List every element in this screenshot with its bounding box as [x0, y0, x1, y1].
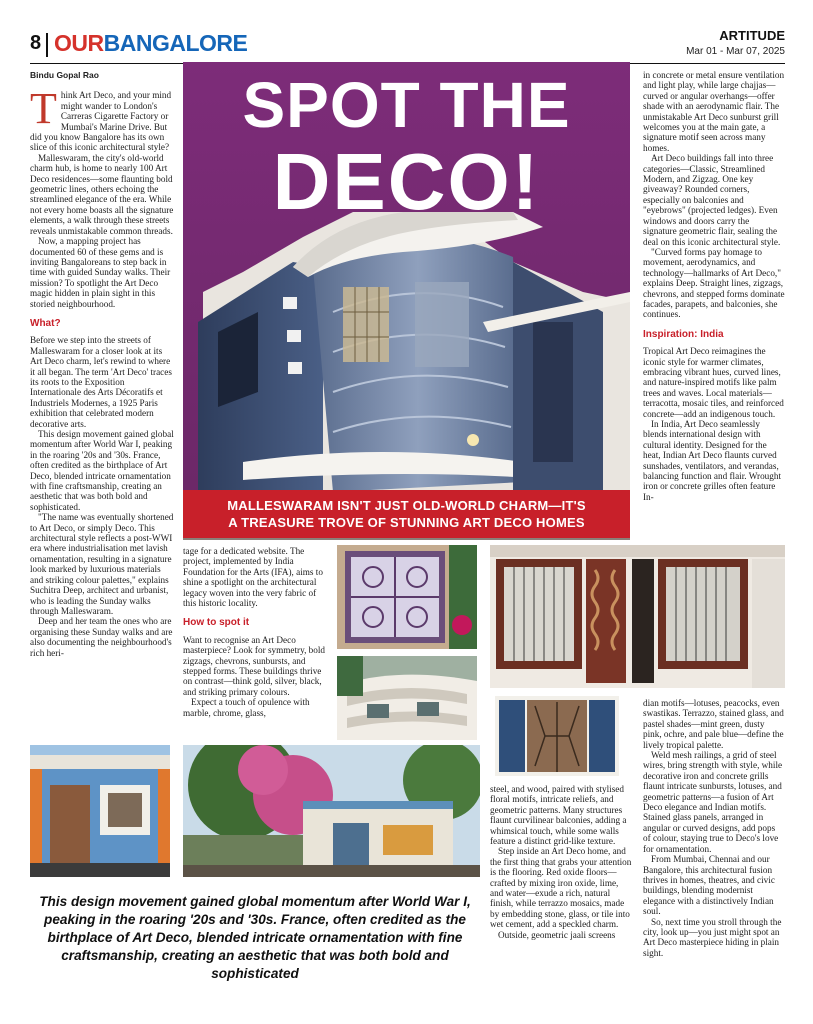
publication-name: ARTITUDE	[719, 28, 785, 43]
house-with-bougainvillea-photo	[183, 745, 480, 877]
paragraph: in concrete or metal ensure ventilation and light play, while large chajjas—curved or angular overhangs—offer shade with an aerodynamic flair. The unmistakable Art Deco sunburst grill welcomes you at the main gate, a signature motif seen across many homes.	[643, 70, 785, 153]
hero-image	[183, 62, 630, 540]
paragraph: From Mumbai, Chennai and our Bangalore, this architectural fusion thrives in homes, theatres, and civic buildings, blending modernist elegance with a distinctively Indian soul.	[643, 854, 775, 917]
article-column-4	[490, 784, 632, 940]
banner-line-1: MALLESWARAM ISN'T JUST OLD-WORLD CHARM—IT'S	[227, 498, 586, 513]
paragraph: Before we step into the streets of Malleswaram for a closer look at its Art Deco charm, let's rewind to where it all began. The term 'Art Deco' traces its roots to the Exposition Internationale des Arts Décoratifs et Industriels Modernes, a 1925 Paris exhibition that celebrated modern decorative arts.	[30, 335, 172, 429]
paragraph: This design movement gained global momentum after World War I, peaking in the roaring '20s and '30s. France, often credited as the birthplace of Art Deco, blended intricate ornamentation with fine craftsmanship, creating an aesthetic that was both bold and sophisticated.	[30, 429, 174, 512]
section-name-our: OUR	[54, 30, 104, 56]
subhead-inspiration: Inspiration: India	[643, 328, 724, 340]
headline-line-2: DECO!	[272, 137, 541, 226]
paragraph: Tropical Art Deco reimagines the iconic style for warmer climates, embracing vibrant hues, curved lines, and nature-inspired motifs like palm trees and waves. Local materials—terracotta, mosaic tiles, and reinforced concrete—add an indigenous touch.	[643, 346, 784, 419]
issue-date: Mar 01 - Mar 07, 2025	[686, 46, 785, 57]
paragraph: "The name was eventually shortened to Art Deco, or simply Deco. This architectural style reflects a post-WWI era where industrialisation met lavish ornamentation, resulting in a signature look marked by luxurious materials and striking colour palettes," explains Suchitra Deep, architect and urbanist, who is leading the Sunday walks through Malleswaram.	[30, 512, 174, 616]
paragraph: steel, and wood, paired with stylised floral motifs, intricate reliefs, and geometric patterns. Many structures flaunt curvilinear balconies, adding a whimsical touch, while some walls feature a distinct grid-like texture.	[490, 784, 627, 847]
page-header	[30, 28, 785, 64]
paragraph: Weld mesh railings, a grid of steel wires, bring strength with style, while decorative iron and concrete grills flaunt intricate sunbursts, lotuses, and geometric patterns—a fusion of Art Deco elegance and Indian motifs. Stained glass panels, arranged in angular or curved designs, add pops of colour, staying true to Deco's love for ornamentation.	[643, 750, 783, 854]
paragraph: tage for a dedicated website. The project, implemented by India Foundation for the Arts (IFA), aims to shine a spotlight on the architectural legacy woven into the very fabric of this historic locality.	[183, 546, 323, 609]
paragraph: In India, Art Deco seamlessly blends international design with cultural identity. Designed for the heat, Indian Art Deco flaunts curved sunshades, ventilators, and verandas, balancing function and flair. Wrought iron or concrete grilles often feature In-	[643, 419, 781, 502]
paragraph: Malleswaram, the city's old-world charm hub, is home to nearly 100 Art Deco residences—some flaunting bold geometric lines, others echoing the streamlined elegance of the era. While not every home boasts all the signature elements, a walk through these streets reveals unmistakable common threads.	[30, 152, 174, 236]
blue-shutter-window-photo	[495, 696, 619, 776]
subhead-how-to-spot: How to spot it	[183, 617, 250, 629]
subhead-what: What?	[30, 317, 61, 329]
article-column-3	[643, 70, 785, 502]
article-column-1	[30, 70, 176, 658]
blue-orange-house-photo	[30, 745, 170, 877]
header-divider	[46, 33, 48, 57]
drop-cap: T	[30, 84, 57, 134]
banner-line-2: A TREASURE TROVE OF STUNNING ART DECO HOMES	[228, 515, 585, 530]
section-name-bangalore: BANGALORE	[103, 30, 248, 56]
lede-text: hink Art Deco, and your mind might wander to London's Carreras Cigarette Factory or Mumbai's Marine Drive. But did you know Bangalore has its own slice of this iconic architectural style?	[30, 90, 172, 153]
hero-subheadline-banner	[183, 490, 630, 538]
paragraph: dian motifs—lotuses, peacocks, even swastikas. Terrazzo, stained glass, and pastel shades—mint green, dusty pink, ochre, and pale blue—define the lively tropical palette.	[643, 698, 784, 750]
paragraph: So, next time you stroll through the city, look up—you just might spot an Art Deco masterpiece hiding in plain sight.	[643, 916, 782, 958]
article-column-2	[183, 546, 329, 718]
article-column-5	[643, 698, 785, 958]
lede-paragraph	[30, 84, 176, 153]
paragraph: Want to recognise an Art Deco masterpiece? Look for symmetry, bold zigzags, chevrons, sunbursts, and stepped forms. These buildings thrive on contrast—think gold, silver, black, and striking primary colours.	[183, 634, 326, 697]
paragraph: Deep and her team the ones who are organising these Sunday walks and are also documenting the neighbourhood's rich heri-	[30, 616, 173, 658]
paragraph: Outside, geometric jaali screens	[498, 929, 616, 940]
paragraph: Expect a touch of opulence with marble, chrome, glass,	[183, 697, 310, 718]
byline: Bindu Gopal Rao	[30, 70, 99, 80]
paragraph: Art Deco buildings fall into three categories—Classic, Streamlined Modern, and Zigzag. One key giveaway? Rounded corners, especially on balconies and "eyebrows" (projected ledges). Even windows and doors carry the signature geometric flair, sealing the deal on this iconic architectural style.	[643, 153, 781, 247]
paragraph: "Curved forms pay homage to movement, aerodynamics, and technology—hallmarks of Art Deco," explains Deep. Straight lines, zigzags, chevrons, and stepped forms dominate facades, parapets, and balconies, she continues.	[643, 246, 785, 320]
curved-balcony-house-photo	[337, 656, 477, 740]
paragraph: Step inside an Art Deco home, and the first thing that grabs your attention is the flooring. Red oxide floors—crafted by mixing iron oxide, lime, and water—exude a rich, natural finish, while terrazzo mosaics, made by embedding stone, glass, or tile into wet cement, add a speckled charm.	[490, 846, 632, 930]
paragraph: Now, a mapping project has documented 60 of these gems and is inviting Bangaloreans to step back in time with guided Sunday walks. Their mission? To spotlight the Art Deco magic hidden in plain sight in this storied neighbourhood.	[30, 236, 171, 309]
section-name	[54, 30, 247, 57]
stained-glass-window-photo	[337, 545, 477, 649]
wooden-door-windows-photo	[490, 545, 785, 688]
headline-line-1: SPOT THE	[242, 69, 571, 141]
page-number: 8	[30, 32, 42, 54]
pull-quote: This design movement gained global momentum after World War I, peaking in the roaring '20s and '30s. France, often credited as the birthplace of Art Deco, blended intricate ornamentation with fine craftsmanship, creating an aesthetic that was both bold and sophisticated	[39, 894, 471, 981]
